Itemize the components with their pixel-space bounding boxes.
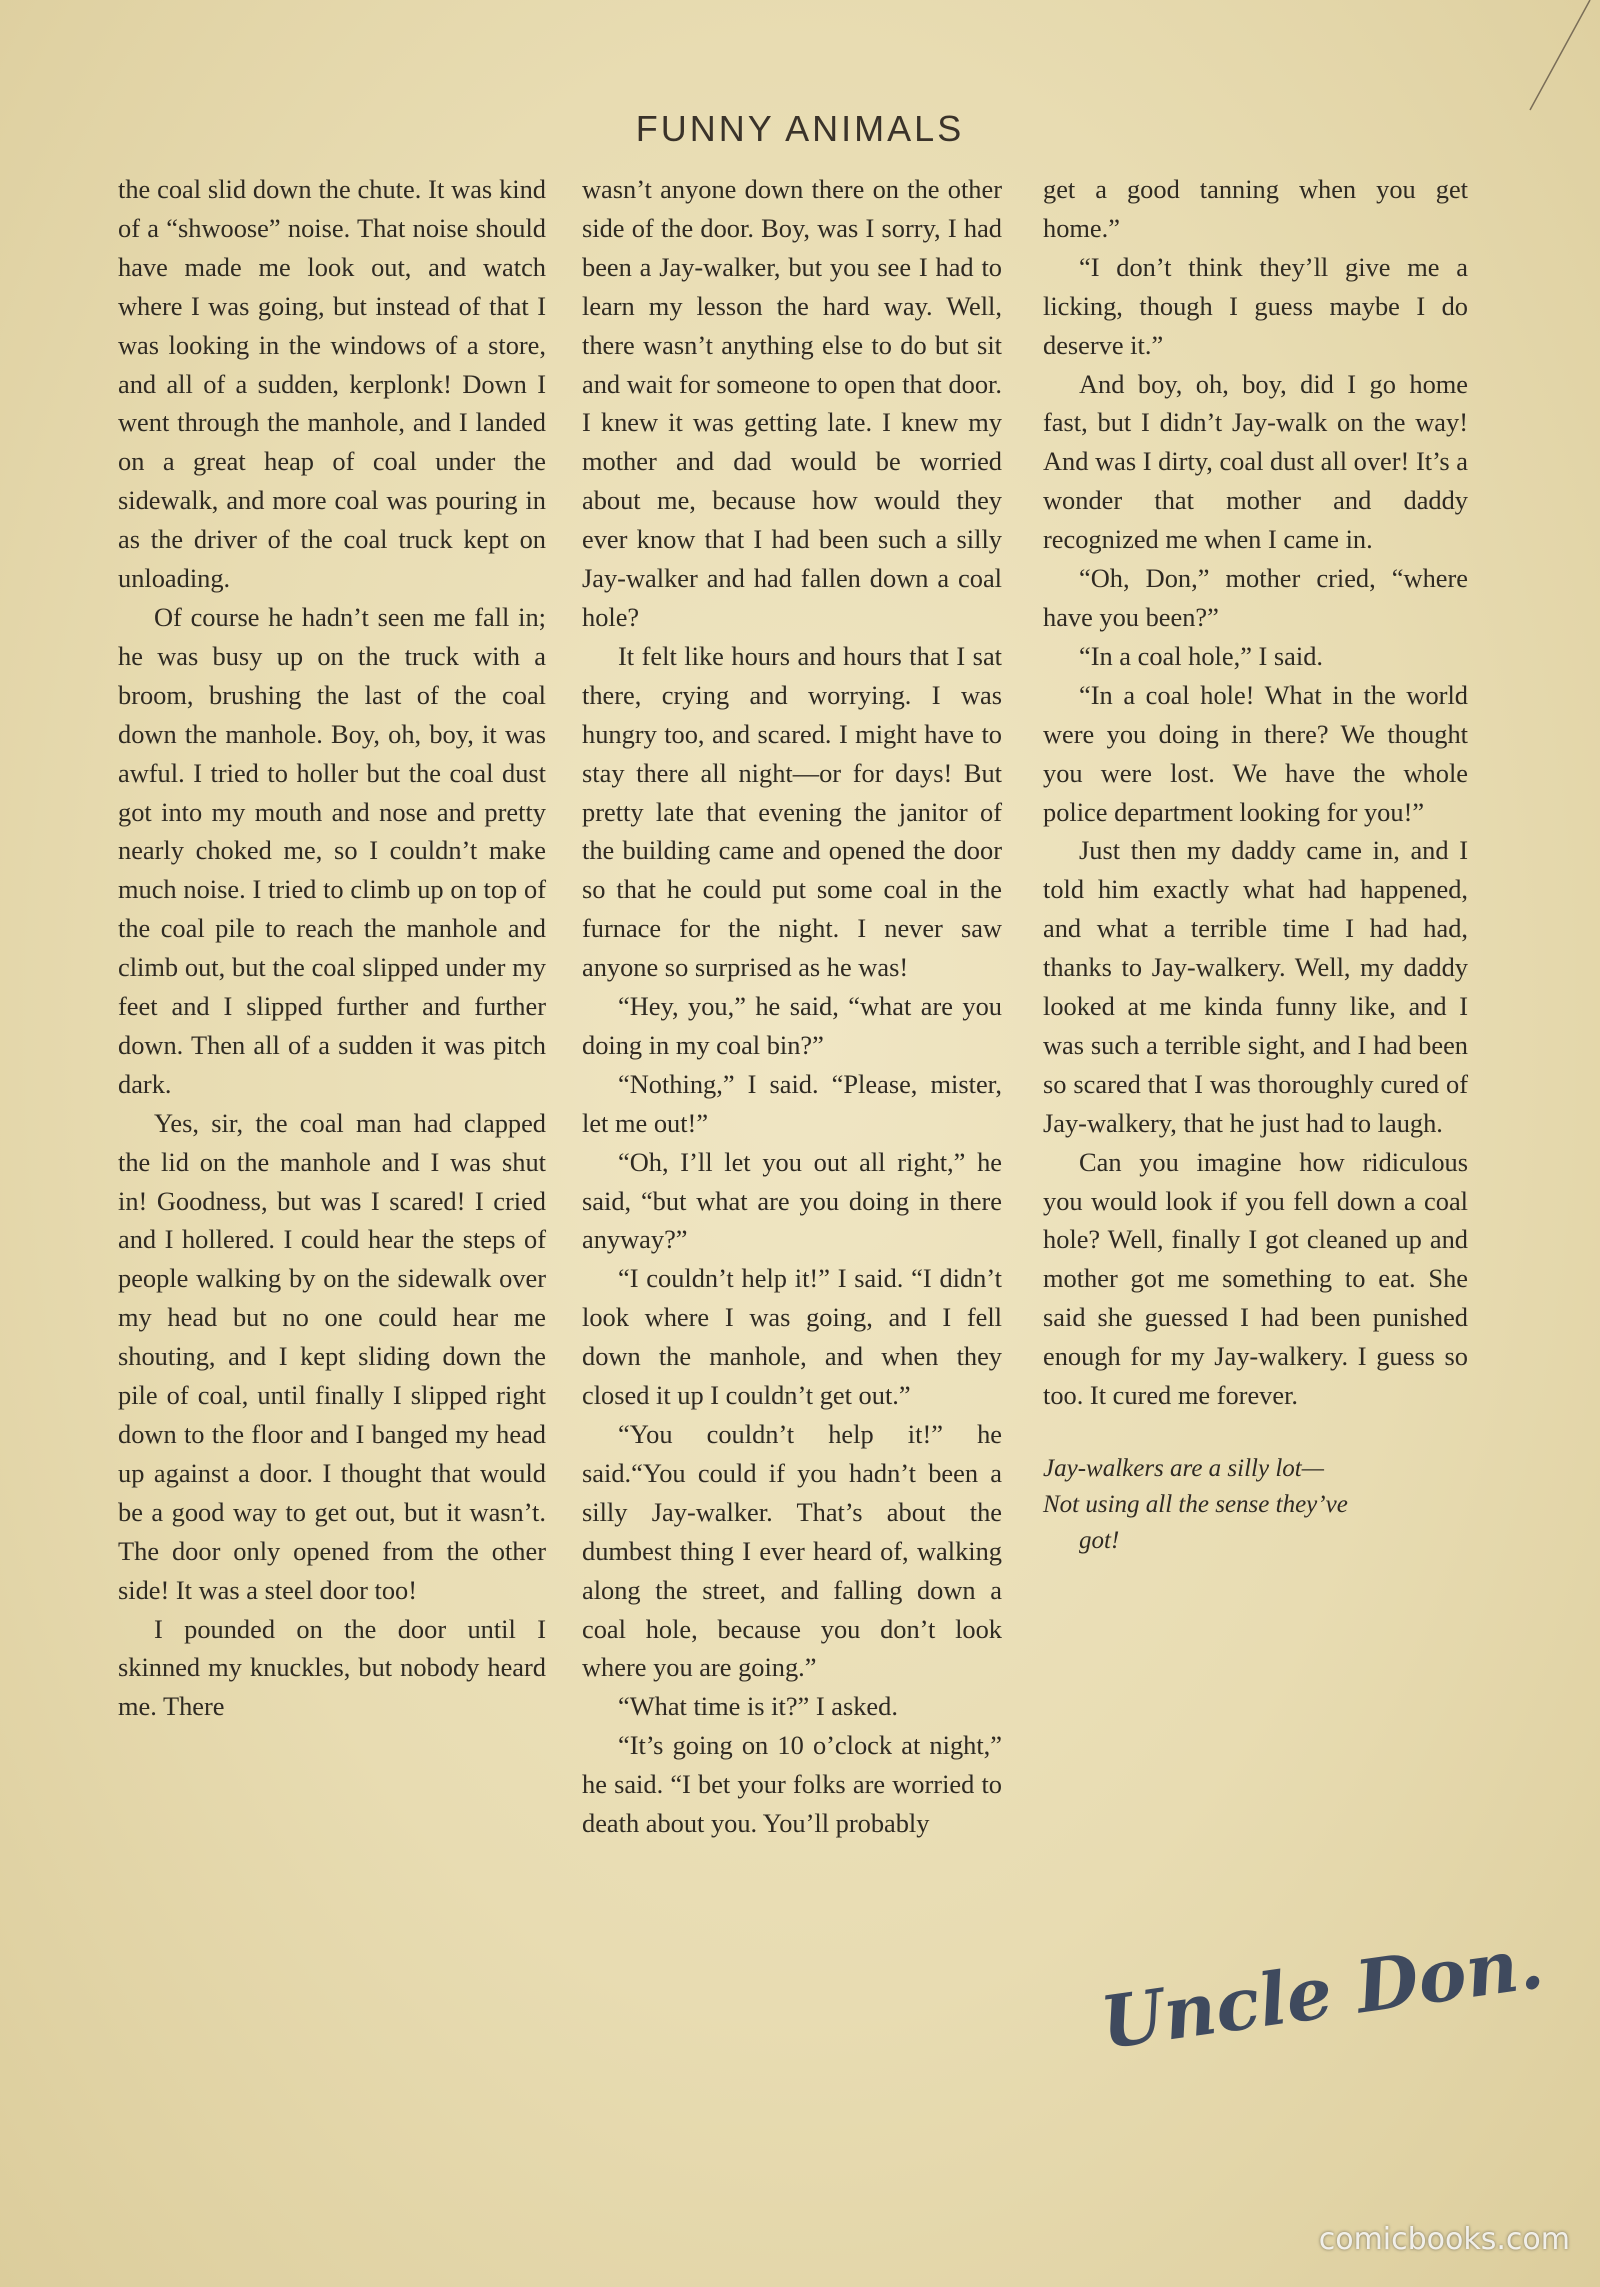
text-column-2: [582, 170, 1002, 1843]
verse-line: Jay-walkers are a silly lot—: [1043, 1455, 1324, 1482]
paragraph: Of course he hadn’t seen me fall in; he was busy up on the truck with a broom, brushing the last of the coal down the manhole. Boy, oh, boy, it was awful. I tried to holler but the coal dust got into my mouth and nose and pretty nearly choked me, so I couldn’t make much noise. I tried to climb up on top of the coal pile to reach the manhole and climb out, but the coal slipped under my feet and I slipped further and further down. Then all of a sudden it was pitch dark.: [118, 601, 546, 1099]
paragraph: “It’s going on 10 o’clock at night,” he said. “I bet your folks are worried to death about you. You’ll probably: [582, 1730, 1002, 1839]
paragraph: Yes, sir, the coal man had clapped the lid on the manhole and I was shut in! Goodness, but was I scared! I cried and I hollered. I could hear the steps of people walking by on the sidewalk over my head but no one could hear me shouting, and I kept sliding down the pile of coal, until finally I slipped right down to the floor and I banged my head up against a door. I thought that would be a good way to get out, but it wasn’t. The door only opened from the other side! It was a steel door too!: [118, 1107, 546, 1605]
paragraph: And boy, oh, boy, did I go home fast, but I didn’t Jay-walk on the way! And was I dirty, coal dust all over! It’s a wonder that mother and daddy recognized me when I came in.: [1043, 368, 1468, 555]
paragraph: I pounded on the door until I skinned my knuckles, but nobody heard me. There: [118, 1613, 546, 1722]
paragraph: Just then my daddy came in, and I told him exactly what had happened, and what a terrible time I had had, thanks to Jay-walkery. Well, my daddy looked at me kinda funny like, and I was such a terrible sight, and I had been so scared that I was thoroughly cured of Jay-walkery, that he just had to laugh.: [1043, 835, 1468, 1138]
verse-line: got!: [1079, 1527, 1120, 1554]
paragraph: the coal slid down the chute. It was kind of a “shwoose” noise. That noise should have made me look out, and watch where I was going, but instead of that I was looking in the windows of a store, and all of a sudden, kerplonk! Down I went through the manhole, and I landed on a great heap of coal under the sidewalk, and more coal was pouring in as the driver of the coal truck kept on unloading.: [118, 174, 546, 594]
paragraph: “I don’t think they’ll give me a licking, though I guess maybe I do deserve it.”: [1043, 251, 1468, 360]
paragraph: “You couldn’t help it!” he said.“You could if you hadn’t been a silly Jay-walker. That’s about the dumbest thing I ever heard of, walking along the street, and falling down a coal hole, because you don’t look where you are going.”: [582, 1419, 1002, 1683]
signature-text: Uncle Don.: [1095, 1919, 1549, 2066]
paragraph: Can you imagine how ridiculous you would look if you fell down a coal hole? Well, finally I got cleaned up and mother got me something to eat. She said she guessed I had been punished enough for my Jay-walkery. I guess so too. It cured me forever.: [1043, 1146, 1468, 1411]
closing-verse: [1043, 1451, 1468, 1559]
signature: [1090, 1919, 1549, 2070]
paragraph: “Oh, Don,” mother cried, “where have you been?”: [1043, 563, 1468, 632]
verse-line: Not using all the sense they’ve: [1043, 1491, 1348, 1518]
text-column-1: [118, 170, 546, 1726]
paragraph: “In a coal hole,” I said.: [1079, 640, 1323, 671]
paragraph: It felt like hours and hours that I sat there, crying and worrying. I was hungry too, and scared. I might have to stay there all night—or for days! But pretty late that evening the janitor of the building came and opened the door so that he could put some coal in the furnace for the night. I never saw anyone so surprised as he was!: [582, 640, 1002, 983]
paragraph: “Oh, I’ll let you out all right,” he said, “but what are you doing in there anyway?”: [582, 1146, 1002, 1255]
paragraph: “In a coal hole! What in the world were you doing in there? We thought you were lost. We have the whole police department looking for you!”: [1043, 679, 1468, 827]
page-header-title: FUNNY ANIMALS: [635, 108, 965, 149]
text-column-3: [1043, 170, 1468, 1559]
paragraph: get a good tanning when you get home.”: [1043, 174, 1468, 243]
paragraph: “What time is it?” I asked.: [618, 1691, 898, 1722]
paragraph: “Nothing,” I said. “Please, mister, let me out!”: [582, 1068, 1002, 1138]
paragraph: wasn’t anyone down there on the other side of the door. Boy, was I sorry, I had been a Jay-walker, but you see I had to learn my lesson the hard way. Well, there wasn’t anything else to do but sit and wait for someone to open that door. I knew it was getting late. I knew my mother and dad would be worried about me, because how would they ever know that I had been such a silly Jay-walker and had fallen down a coal hole?: [582, 174, 1002, 632]
paragraph: “Hey, you,” he said, “what are you doing in my coal bin?”: [582, 991, 1002, 1060]
paragraph: “I couldn’t help it!” I said. “I didn’t look where I was going, and I fell down the manhole, and when they closed it up I couldn’t get out.”: [582, 1263, 1002, 1411]
watermark: comicbooks.com: [1318, 2222, 1570, 2257]
